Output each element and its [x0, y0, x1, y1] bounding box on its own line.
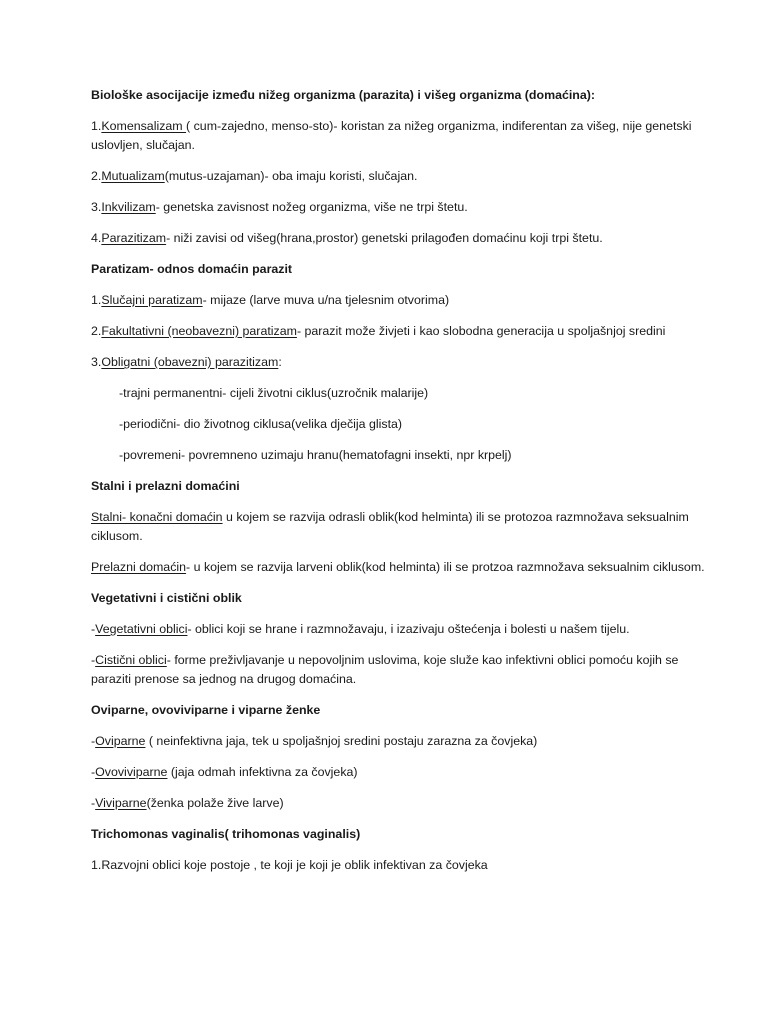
sub-item: -povremeni- povremneno uzimaju hranu(hematofagni insekti, npr krpelj)	[119, 448, 512, 462]
item-term: Mutualizam	[101, 169, 165, 183]
list-item	[91, 620, 708, 639]
item-dash: -	[91, 622, 96, 636]
document-title: Biološke asocijacije između nižeg organizma (parazita) i višeg organizma (domaćina):	[91, 88, 596, 102]
sub-item: -periodični- dio životnog ciklusa(velika dječija glista)	[119, 417, 403, 431]
list-item	[91, 651, 708, 689]
list-item	[91, 353, 708, 372]
item-number: 4.	[91, 231, 102, 245]
item-text: - parazit može živjeti i kao slobodna generacija u spoljašnjoj sredini	[296, 324, 666, 338]
section-heading-domacini: Stalni i prelazni domaćini	[91, 479, 240, 493]
item-term: Parazitizam	[101, 231, 167, 245]
item-number: 1.	[91, 293, 102, 307]
item-term: Vegetativni oblici	[95, 622, 188, 636]
item-dash: -	[91, 653, 96, 667]
list-item	[91, 229, 708, 248]
item-text: (mutus-uzajaman)- oba imaju koristi, slučajan.	[164, 169, 418, 183]
list-item	[91, 558, 708, 577]
list-item	[91, 508, 708, 546]
item-number: 1.	[91, 119, 102, 133]
section-heading-oblici: Vegetativni i cistični oblik	[91, 591, 242, 605]
item-term: Komensalizam	[101, 119, 187, 133]
item-text: - mijaze (larve muva u/na tjelesnim otvorima)	[202, 293, 450, 307]
item-term: Fakultativni (neobavezni) paratizam	[101, 324, 297, 338]
item-term: Stalni- konačni domaćin	[91, 510, 223, 524]
item-text: (ženka polaže žive larve)	[146, 796, 284, 810]
item-number: 2.	[91, 169, 102, 183]
item-text: - niži zavisi od višeg(hrana,prostor) genetski prilagođen domaćinu koji trpi štetu.	[166, 231, 603, 245]
item-term: Prelazni domaćin	[91, 560, 187, 574]
item-number: 2.	[91, 324, 102, 338]
list-item	[91, 794, 708, 813]
item-term: Obligatni (obavezni) parazitizam	[101, 355, 279, 369]
item-text: - genetska zavisnost nožeg organizma, više ne trpi štetu.	[155, 200, 468, 214]
item-term: Viviparne	[95, 796, 147, 810]
item-dash: -	[91, 796, 96, 810]
list-item	[91, 291, 708, 310]
item-term: Ovoviviparne	[95, 765, 168, 779]
item-text: (jaja odmah infektivna za čovjeka)	[167, 765, 358, 779]
list-item	[91, 322, 708, 341]
list-item	[91, 117, 708, 155]
item-text: ( cum-zajedno, menso-sto)- koristan za nižeg organizma, indiferentan za višeg, nije genetski uslovljen, slučajan.	[91, 119, 692, 152]
item-text: :	[278, 355, 282, 369]
section-heading-trichomonas: Trichomonas vaginalis( trihomonas vaginalis)	[91, 827, 361, 841]
item-text: ( neinfektivna jaja, tek u spoljašnjoj sredini postaju zarazna za čovjeka)	[145, 734, 538, 748]
item-number: 3.	[91, 355, 102, 369]
section-heading-paratizam: Paratizam- odnos domaćin parazit	[91, 262, 293, 276]
item-dash: -	[91, 734, 96, 748]
list-item	[91, 198, 708, 217]
item-text: - oblici koji se hrane i razmnožavaju, i izazivaju oštećenja i bolesti u našem tijelu.	[187, 622, 630, 636]
list-item	[91, 732, 708, 751]
item-text: - forme preživljavanje u nepovoljnim uslovima, koje služe kao infektivni oblici pomoću kojih se paraziti prenose sa jednog na drugog domaćina.	[91, 653, 679, 686]
item-text: u kojem se razvija odrasli oblik(kod helminta) ili se protozoa razmnožava seksualnim ciklusom.	[91, 510, 689, 543]
item-term: Slučajni paratizam	[101, 293, 203, 307]
sub-item: -trajni permanentni- cijeli životni ciklus(uzročnik malarije)	[119, 386, 429, 400]
item-term: Cistični oblici	[95, 653, 167, 667]
list-item	[91, 167, 708, 186]
item-number: 3.	[91, 200, 102, 214]
item-term: Inkvilizam	[101, 200, 156, 214]
list-item	[91, 763, 708, 782]
item-term: Oviparne	[95, 734, 146, 748]
list-item: 1.Razvojni oblici koje postoje , te koji je koji je oblik infektivan za čovjeka	[91, 858, 488, 872]
item-text: - u kojem se razvija larveni oblik(kod helminta) ili se protzoa razmnožava seksualnim ciklusom.	[186, 560, 705, 574]
section-heading-zenke: Oviparne, ovoviviparne i viparne ženke	[91, 703, 321, 717]
item-dash: -	[91, 765, 96, 779]
